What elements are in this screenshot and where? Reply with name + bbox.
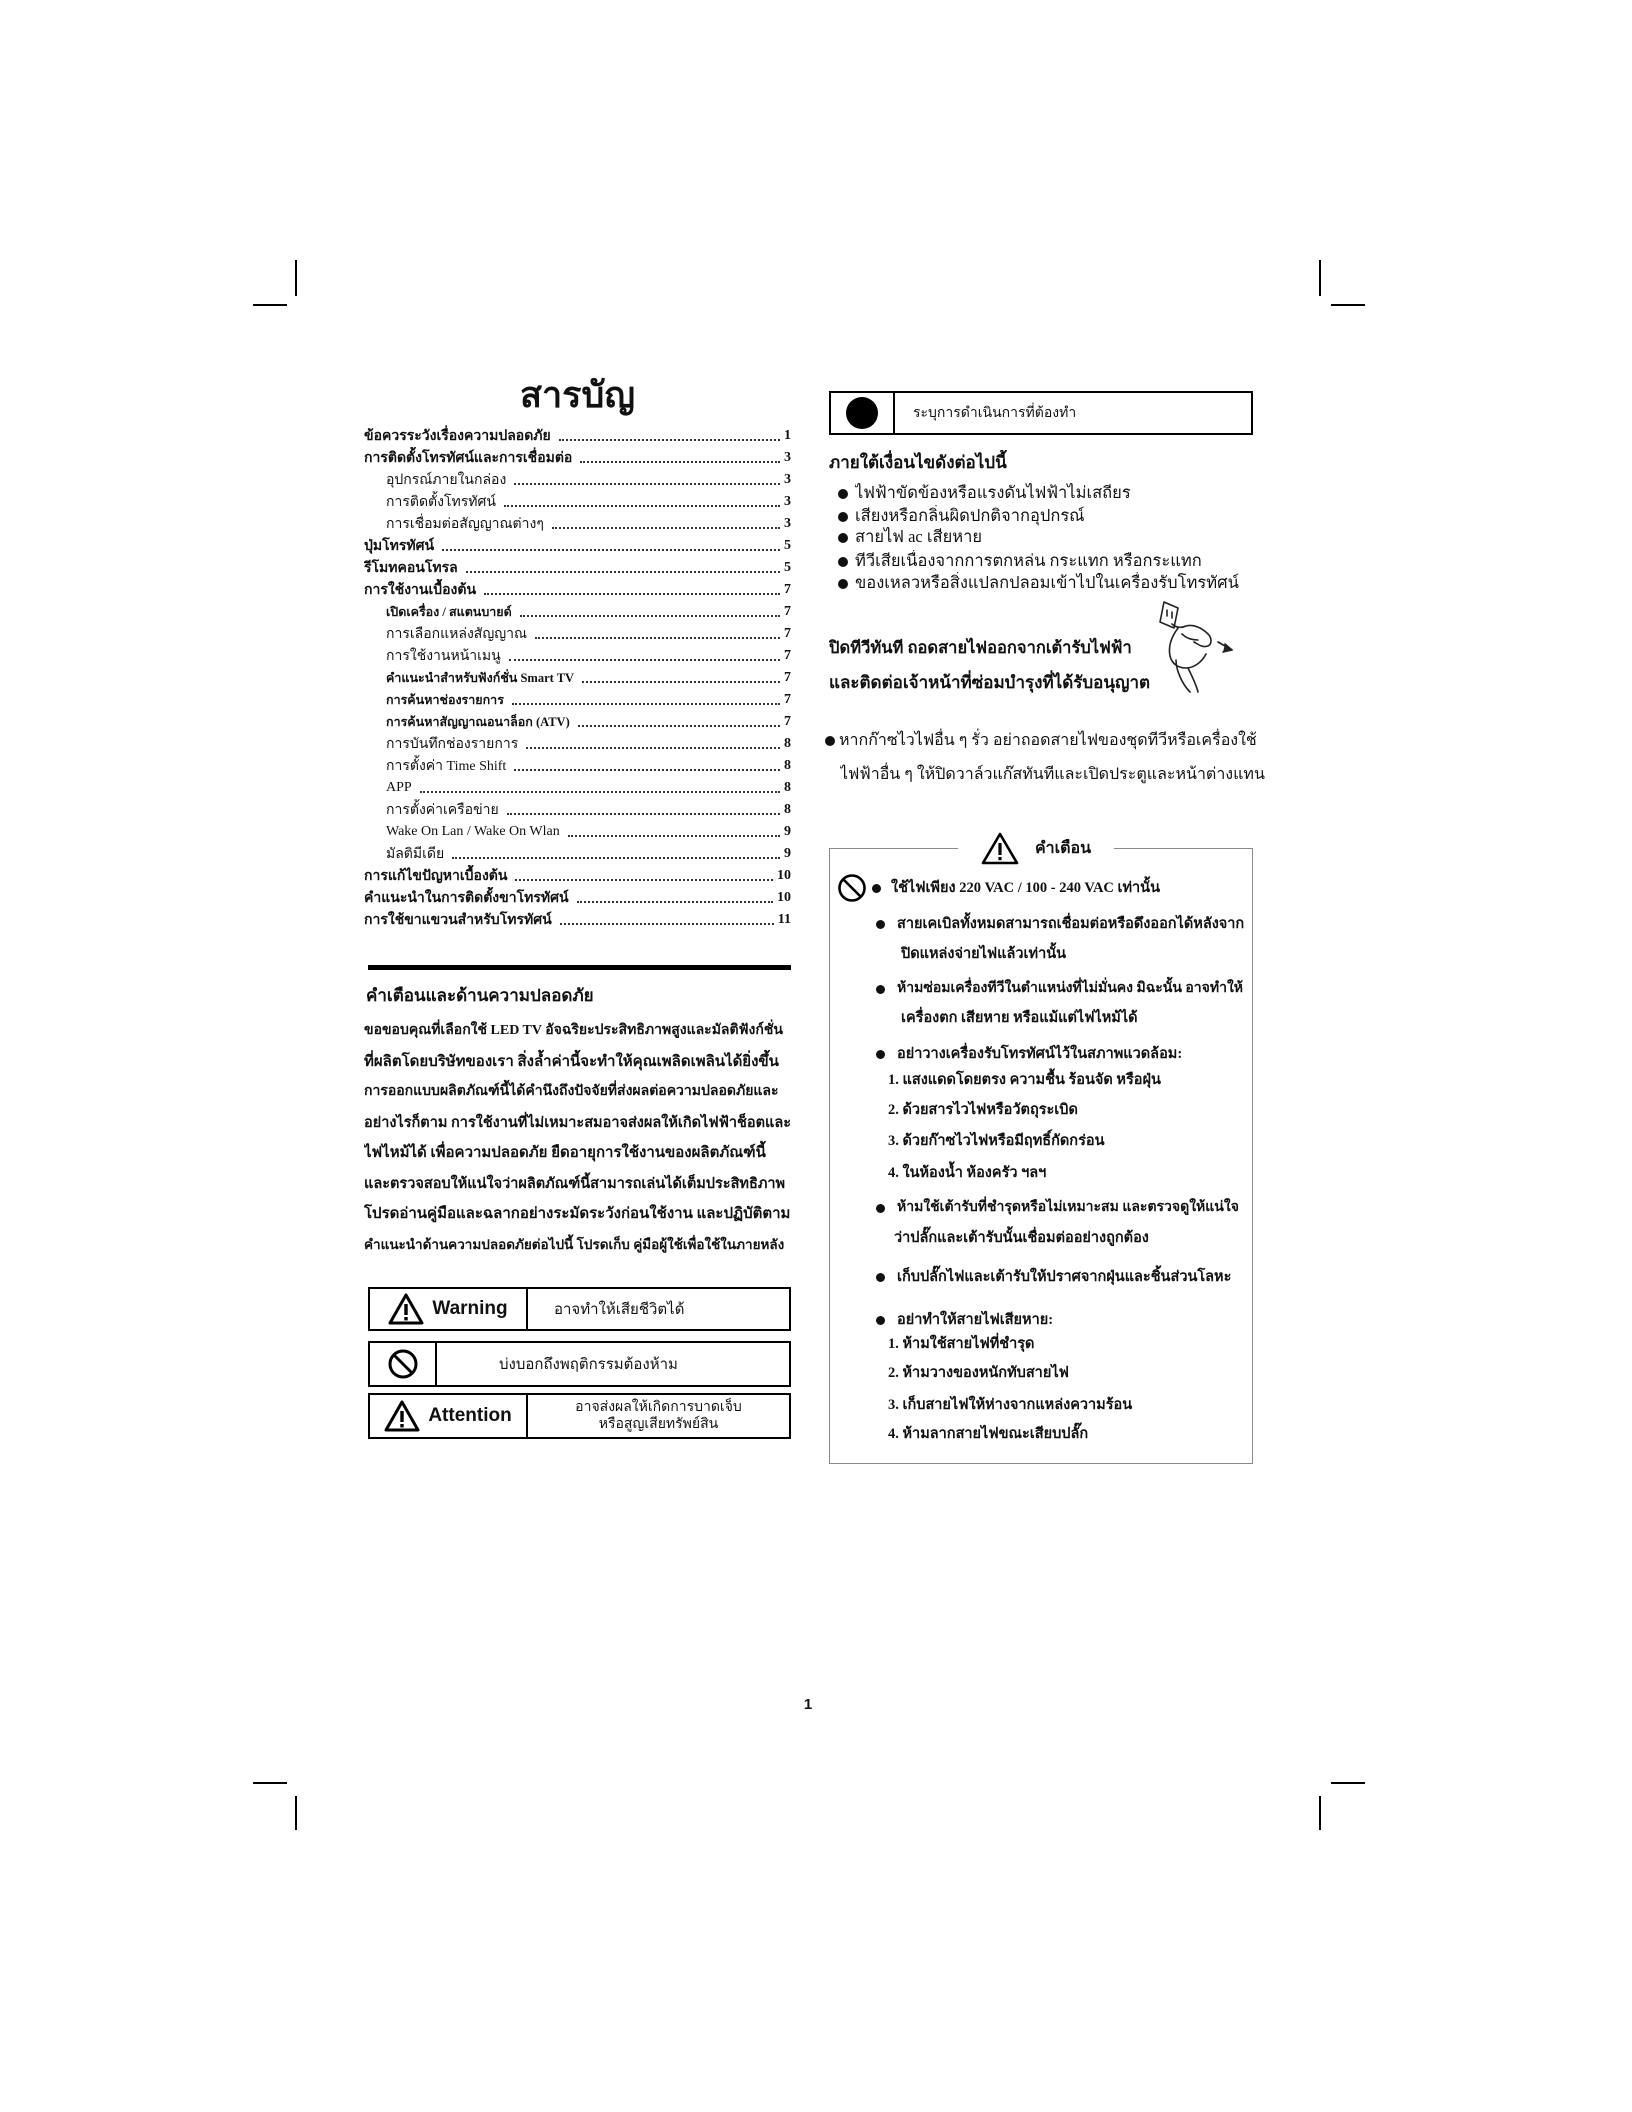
legend-mandatory-icon-cell — [831, 393, 895, 433]
unplug-notice-line: และติดต่อเจ้าหน้าที่ซ่อมบำรุงที่ได้รับอนุญาต — [829, 673, 1151, 692]
bullet-icon — [876, 1273, 885, 1282]
toc-entry-label: APP — [386, 780, 412, 795]
paragraph-line: อย่างไรก็ตาม การใช้งานที่ไม่เหมาะสมอาจส่งผลให้เกิดไฟฟ้าช็อตและ — [364, 1114, 791, 1131]
toc-leader-dots — [552, 527, 780, 529]
toc-entry-label: Wake On Lan / Wake On Wlan — [386, 824, 560, 839]
warning-sub-item: 3. ด้วยก๊าซไวไฟหรือมีฤทธิ์กัดกร่อน — [888, 1133, 1105, 1149]
toc-entry-label: คำแนะนำในการติดตั้งขาโทรทัศน์ — [364, 891, 569, 906]
toc-entry-label: มัลติมีเดีย — [386, 847, 445, 862]
warning-item-line: เครื่องตก เสียหาย หรือแม้แต่ไฟไหม้ได้ — [901, 1010, 1138, 1026]
crop-mark — [1319, 260, 1321, 296]
warning-triangle-icon — [981, 832, 1019, 865]
toc-entry — [364, 821, 791, 843]
legend-attention-desc-line: หรือสูญเสียทรัพย์สิน — [598, 1417, 719, 1432]
bullet-icon — [876, 1050, 885, 1059]
toc-entry — [364, 623, 791, 645]
bullet-icon — [838, 579, 848, 589]
toc-entry-page: 7 — [784, 714, 791, 729]
warning-sub-item: 1. แสงแดดโดยตรง ความชื้น ร้อนจัด หรือฝุ่น — [888, 1072, 1161, 1088]
toc-entry — [364, 491, 791, 513]
warning-triangle-icon — [384, 1400, 420, 1432]
warning-panel — [829, 839, 1253, 1464]
toc-entry-label: รีโมทคอนโทรล — [364, 561, 458, 576]
toc-entry-label: การเลือกแหล่งสัญญาณ — [386, 627, 528, 642]
legend-attention-label: Attention — [428, 1405, 512, 1426]
list-item — [833, 505, 1243, 528]
prohibited-icon — [837, 873, 867, 903]
condition-text: เสียงหรือกลิ่นผิดปกติจากอุปกรณ์ — [855, 506, 1085, 525]
warning-item-line: สายเคเบิลทั้งหมดสามารถเชื่อมต่อหรือดึงออกได้หลังจาก — [897, 916, 1245, 932]
bullet-icon — [876, 1204, 885, 1213]
paragraph-line: และตรวจสอบให้แน่ใจว่าผลิตภัณฑ์นี้สามารถเล่นได้เต็มประสิทธิภาพ — [364, 1175, 786, 1192]
condition-text: ไฟฟ้าขัดข้องหรือแรงดันไฟฟ้าไม่เสถียร — [855, 483, 1131, 502]
toc-entry — [364, 557, 791, 579]
bullet-icon — [838, 557, 848, 567]
toc-entry-page: 7 — [784, 692, 791, 707]
legend-attention — [368, 1393, 791, 1439]
toc-entry-label: ปุ่มโทรทัศน์ — [364, 539, 435, 554]
crop-mark — [1319, 1796, 1321, 1830]
toc-entry-page: 3 — [784, 450, 791, 465]
toc-entry — [364, 535, 791, 557]
unplug-notice-line: ปิดทีวีทันที ถอดสายไฟออกจากเต้ารับไฟฟ้า — [829, 638, 1132, 657]
toc-leader-dots — [578, 725, 780, 727]
warning-item-line: ห้ามใช้เต้ารับที่ชำรุดหรือไม่เหมาะสม และตรวจดูให้แน่ใจ — [897, 1200, 1239, 1215]
warning-item-line: อย่าวางเครื่องรับโทรทัศน์ไว้ในสภาพแวดล้อม: — [897, 1046, 1183, 1062]
legend-attention-desc-line: อาจส่งผลให้เกิดการบาดเจ็บ — [575, 1400, 742, 1415]
toc-leader-dots — [509, 659, 780, 661]
warning-sub-item: 4. ในห้องน้ำ ห้องครัว ฯลฯ — [888, 1165, 1047, 1181]
legend-attention-desc — [528, 1395, 789, 1437]
toc-entry-page: 8 — [784, 736, 791, 751]
toc-entry-label: การติดตั้งโทรทัศน์ — [386, 495, 496, 510]
toc-leader-dots — [514, 483, 780, 485]
toc-entry-page: 7 — [784, 582, 791, 597]
safety-paragraph — [364, 1016, 791, 1260]
toc-entry-label: การแก้ไขปัญหาเบื้องต้น — [364, 869, 508, 884]
prohibited-icon — [387, 1348, 419, 1380]
warning-panel-title — [958, 830, 1114, 866]
warning-sub-item: 4. ห้ามลากสายไฟขณะเสียบปลั๊ก — [888, 1426, 1089, 1442]
bullet-icon — [825, 736, 835, 746]
toc-entry — [364, 799, 791, 821]
legend-prohibited-icon-cell — [370, 1343, 437, 1385]
paragraph-line: คำแนะนำด้านความปลอดภัยต่อไปนี้ โปรดเก็บ คู่มือผู้ใช้เพื่อใช้ในภายหลัง — [364, 1236, 785, 1252]
toc-leader-dots — [514, 769, 780, 771]
toc-leader-dots — [560, 923, 774, 925]
bullet-icon — [876, 985, 885, 994]
bullet-icon — [872, 884, 881, 893]
page-number: 1 — [803, 1696, 813, 1713]
toc-leader-dots — [559, 439, 780, 441]
toc-leader-dots — [484, 593, 780, 595]
paragraph-line: โปรดอ่านคู่มือและฉลากอย่างระมัดระวังก่อนใช้งาน และปฏิบัติตาม — [364, 1206, 791, 1222]
toc-entry — [364, 513, 791, 535]
toc-entry — [364, 689, 791, 711]
toc-entry-page: 5 — [784, 538, 791, 553]
toc-entry-page: 9 — [784, 846, 791, 861]
crop-mark — [295, 1796, 297, 1830]
toc-entry-label: การค้นหาสัญญาณอนาล็อก (ATV) — [386, 715, 570, 729]
crop-mark — [253, 304, 287, 306]
warning-item-line: ปิดแหล่งจ่ายไฟแล้วเท่านั้น — [901, 946, 1067, 962]
toc-leader-dots — [452, 857, 780, 859]
condition-text: สายไฟ ac เสียหาย — [855, 527, 983, 546]
toc-leader-dots — [577, 901, 773, 903]
toc-entry-page: 5 — [784, 560, 791, 575]
toc-leader-dots — [526, 747, 780, 749]
toc-entry — [364, 755, 791, 777]
toc-entry-page: 7 — [784, 670, 791, 685]
toc-title: สารบัญ — [519, 375, 636, 415]
toc-leader-dots — [582, 681, 780, 683]
toc-entry-label: การบันทึกช่องรายการ — [386, 737, 519, 752]
section-divider — [368, 965, 791, 970]
legend-prohibited — [368, 1341, 791, 1387]
toc-entry-page: 8 — [784, 758, 791, 773]
toc-entry-page: 1 — [784, 428, 791, 443]
bullet-icon — [838, 533, 848, 543]
crop-mark — [253, 1782, 287, 1784]
bullet-icon — [876, 920, 885, 929]
toc-leader-dots — [515, 879, 773, 881]
toc-leader-dots — [420, 791, 780, 793]
toc-entry — [364, 425, 791, 447]
list-item — [833, 550, 1243, 573]
gas-leak-line: หากก๊าซไวไฟอื่น ๆ รั่ว อย่าถอดสายไฟของชุดทีวีหรือเครื่องใช้ — [839, 732, 1257, 749]
crop-mark — [1331, 1782, 1365, 1784]
toc-entry-label: เปิดเครื่อง / สแตนบายด์ — [386, 605, 512, 619]
toc-entry-page: 10 — [777, 868, 791, 883]
conditions-heading: ภายใต้เงื่อนไขดังต่อไปนี้ — [829, 453, 1007, 472]
toc-entry-label: การตั้งค่าเครือข่าย — [386, 803, 499, 818]
paragraph-line: ไฟไหม้ได้ เพื่อความปลอดภัย ยืดอายุการใช้งานของผลิตภัณฑ์นี้ — [364, 1145, 766, 1161]
toc-leader-dots — [580, 461, 780, 463]
toc-entry-label: คำแนะนำสำหรับฟังก์ชั่น Smart TV — [386, 671, 575, 685]
toc-leader-dots — [504, 505, 780, 507]
warning-sub-item: 3. เก็บสายไฟให้ห่างจากแหล่งความร้อน — [888, 1397, 1133, 1413]
toc-leader-dots — [535, 637, 780, 639]
toc-leader-dots — [520, 615, 780, 617]
warning-sub-item: 2. ห้ามวางของหนักทับสายไฟ — [888, 1365, 1069, 1381]
legend-warning-icon-cell — [370, 1289, 528, 1329]
toc-entry-label: อุปกรณ์ภายในกล่อง — [386, 473, 507, 488]
warning-item-line: เก็บปลั๊กไฟและเต้ารับให้ปราศจากฝุ่นและชิ้นส่วนโลหะ — [897, 1269, 1232, 1285]
toc-entry-page: 11 — [777, 912, 791, 927]
toc-leader-dots — [507, 813, 780, 815]
toc-entry — [364, 469, 791, 491]
paragraph-line: การออกแบบผลิตภัณฑ์นี้ได้คำนึงถึงปัจจัยที่ส่งผลต่อความปลอดภัยและ — [364, 1084, 779, 1099]
legend-warning — [368, 1287, 791, 1331]
list-item — [833, 482, 1243, 505]
warning-sub-item: 1. ห้ามใช้สายไฟที่ชำรุด — [888, 1336, 1035, 1352]
toc-leader-dots — [466, 571, 780, 573]
warning-item-line: อย่าทำให้สายไฟเสียหาย: — [897, 1312, 1054, 1328]
bullet-icon — [838, 489, 848, 499]
toc-entry — [364, 447, 791, 469]
legend-warning-label: Warning — [432, 1298, 508, 1319]
toc-entry — [364, 865, 791, 887]
legend-warning-desc: อาจทำให้เสียชีวิตได้ — [554, 1302, 685, 1318]
condition-text: ของเหลวหรือสิ่งแปลกปลอมเข้าไปในเครื่องรับโทรทัศน์ — [855, 573, 1239, 592]
toc-entry-label: ข้อควรระวังเรื่องความปลอดภัย — [364, 429, 551, 444]
toc-entry-label: การใช้ขาแขวนสำหรับโทรทัศน์ — [364, 913, 552, 928]
toc-entry — [364, 645, 791, 667]
warning-sub-item: 2. ด้วยสารไวไฟหรือวัตถุระเบิด — [888, 1102, 1078, 1118]
toc-entry-label: การค้นหาช่องรายการ — [386, 693, 504, 707]
toc-entry-page: 7 — [784, 626, 791, 641]
toc-entry-label: การใช้งานเบื้องต้น — [364, 583, 477, 598]
toc-entry — [364, 909, 791, 931]
toc-entry-page: 3 — [784, 494, 791, 509]
toc-entry-page: 3 — [784, 516, 791, 531]
warning-item-line: ห้ามซ่อมเครื่องทีวีในตำแหน่งที่ไม่มั่นคง มิฉะนั้น อาจทำให้ — [897, 981, 1244, 996]
toc-entry-page: 9 — [784, 824, 791, 839]
safety-heading: คำเตือนและด้านความปลอดภัย — [366, 986, 594, 1005]
legend-prohibited-desc: บ่งบอกถึงพฤติกรรมต้องห้าม — [499, 1357, 678, 1373]
gas-leak-line: ไฟฟ้าอื่น ๆ ให้ปิดวาล์วแก๊สทันทีและเปิดประตูและหน้าต่างแทน — [840, 766, 1265, 783]
bullet-icon — [876, 1316, 885, 1325]
warning-triangle-icon — [388, 1293, 424, 1325]
paragraph-line: ที่ผลิตโดยบริษัทของเรา สิ่งล้ำค่านี้จะทำให้คุณเพลิดเพลินได้ยิ่งขึ้น — [364, 1053, 779, 1070]
bullet-icon — [838, 512, 848, 522]
crop-mark — [295, 260, 297, 296]
toc-entry — [364, 579, 791, 601]
mandatory-action-icon — [846, 397, 878, 429]
legend-mandatory — [829, 391, 1253, 435]
toc-entry — [364, 733, 791, 755]
toc-entry — [364, 777, 791, 799]
toc-entry-label: การเชื่อมต่อสัญญาณต่างๆ — [386, 517, 544, 532]
toc-entry-page: 7 — [784, 648, 791, 663]
crop-mark — [1331, 304, 1365, 306]
list-item — [833, 526, 1243, 549]
legend-attention-icon-cell — [370, 1395, 528, 1437]
toc-entry-page: 3 — [784, 472, 791, 487]
condition-text: ทีวีเสียเนื่องจากการตกหล่น กระแทก หรือกระแทก — [855, 551, 1202, 570]
toc-entry-page: 7 — [784, 604, 791, 619]
toc-leader-dots — [568, 835, 780, 837]
toc-leader-dots — [442, 549, 780, 551]
toc-entry-page: 8 — [784, 780, 791, 795]
legend-mandatory-desc: ระบุการดำเนินการที่ต้องทำ — [913, 406, 1077, 421]
toc-entry — [364, 667, 791, 689]
table-of-contents — [364, 425, 791, 935]
warning-panel-title-text: คำเตือน — [1034, 839, 1092, 857]
toc-entry-label: การติดตั้งโทรทัศน์และการเชื่อมต่อ — [364, 451, 573, 466]
toc-entry-label: การตั้งค่า Time Shift — [386, 759, 507, 774]
toc-entry-page: 8 — [784, 802, 791, 817]
warning-item-line: ใช้ไฟเพียง 220 VAC / 100 - 240 VAC เท่านั้น — [891, 880, 1160, 896]
warning-item-line: ว่าปลั๊กและเต้ารับนั้นเชื่อมต่ออย่างถูกต้อง — [894, 1230, 1149, 1246]
toc-entry — [364, 711, 791, 733]
toc-entry-page: 10 — [777, 890, 791, 905]
paragraph-line: ขอขอบคุณที่เลือกใช้ LED TV อัจฉริยะประสิทธิภาพสูงและมัลติฟังก์ชั่น — [364, 1023, 783, 1038]
toc-entry — [364, 601, 791, 623]
toc-leader-dots — [512, 703, 780, 705]
toc-entry — [364, 887, 791, 909]
toc-entry — [364, 843, 791, 865]
list-item — [833, 572, 1243, 595]
toc-entry-label: การใช้งานหน้าเมนู — [386, 649, 501, 664]
